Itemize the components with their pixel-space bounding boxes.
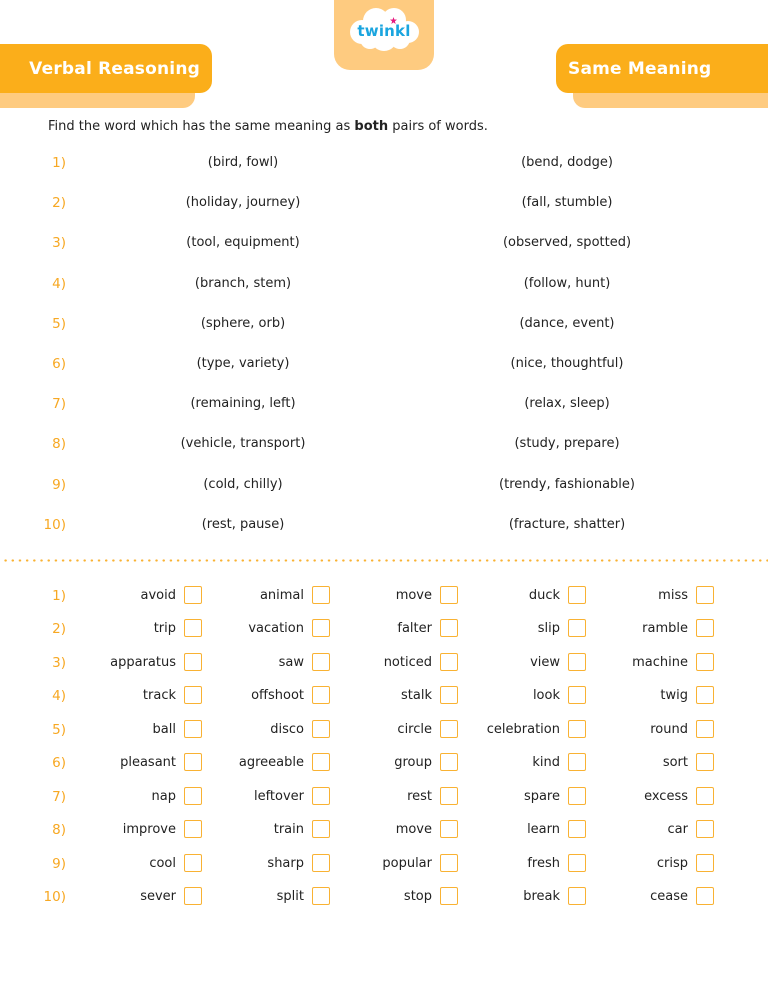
word-pair-second: (bend, dodge): [521, 155, 613, 170]
answer-checkbox[interactable]: [696, 619, 714, 637]
logo-text: twinkl: [357, 22, 411, 40]
question-row: [0, 276, 768, 296]
word-pair-second: (follow, hunt): [523, 275, 611, 291]
question-number: 10): [43, 516, 66, 533]
answer-row: [0, 888, 768, 908]
question-row: [0, 235, 768, 255]
answer-checkbox[interactable]: [696, 854, 714, 872]
word-pair-second: (fall, stumble): [521, 195, 613, 211]
word-pair-second: (study, prepare): [514, 436, 620, 452]
option-word: sever: [140, 889, 176, 905]
answer-checkbox[interactable]: [696, 753, 714, 771]
option-word: fresh: [527, 855, 560, 871]
option-word: crisp: [656, 855, 688, 871]
option-word: twig: [660, 688, 688, 704]
question-number: 1): [52, 155, 66, 171]
option-word: slip: [537, 621, 560, 637]
question-number: 9): [52, 476, 66, 493]
question-number: 2): [52, 195, 66, 212]
word-pair-first: (tool, equipment): [186, 235, 300, 251]
question-row: [0, 396, 768, 416]
answer-checkbox[interactable]: [696, 586, 714, 604]
option-word: celebration: [486, 721, 560, 737]
word-pair-first: (sphere, orb): [200, 315, 286, 331]
option-word: offshoot: [251, 688, 304, 704]
option-word: sort: [662, 755, 688, 771]
option-word: kind: [532, 755, 560, 771]
option-word: move: [395, 822, 432, 838]
option-word: group: [394, 755, 432, 771]
option-word: avoid: [140, 588, 176, 603]
question-number: 4): [52, 275, 66, 292]
option-word: pleasant: [120, 755, 176, 771]
question-row: [0, 316, 768, 336]
word-pair-second: (fracture, shatter): [508, 516, 626, 532]
answer-checkbox[interactable]: [696, 653, 714, 671]
answer-number: 7): [52, 788, 66, 805]
option-word: rest: [407, 788, 432, 804]
logo-tab: [334, 0, 434, 70]
question-number: 5): [52, 315, 66, 332]
option-word: duck: [528, 588, 560, 603]
instructions: [48, 119, 488, 134]
answer-row: [0, 620, 768, 640]
word-pair-first: (type, variety): [196, 356, 290, 371]
question-number: 3): [52, 235, 66, 252]
answer-number: 9): [52, 855, 66, 872]
option-word: round: [650, 721, 688, 737]
banner-right: [556, 44, 768, 93]
word-pair-first: (holiday, journey): [185, 195, 301, 211]
question-number: 8): [52, 436, 66, 453]
option-word: circle: [397, 721, 432, 737]
word-pair-first: (cold, chilly): [203, 476, 283, 492]
word-pair-first: (remaining, left): [190, 396, 296, 412]
answer-checkbox[interactable]: [696, 787, 714, 805]
answer-number: 1): [52, 588, 66, 604]
option-word: agreeable: [238, 755, 304, 771]
word-pair-first: (vehicle, transport): [180, 436, 306, 452]
instructions-text: Find the word which has the same meaning as: [48, 119, 355, 134]
option-word: vacation: [248, 621, 304, 637]
option-word: break: [523, 889, 560, 905]
option-word: saw: [278, 654, 304, 670]
answer-number: 2): [52, 621, 66, 638]
word-pair-second: (dance, event): [519, 315, 615, 331]
option-word: miss: [658, 588, 688, 603]
word-pair-first: (branch, stem): [194, 275, 292, 291]
answer-number: 8): [52, 822, 66, 839]
answer-row: [0, 587, 768, 607]
option-word: spare: [523, 788, 560, 804]
option-word: cool: [149, 855, 176, 871]
option-word: split: [276, 889, 304, 905]
worksheet-topic-title: Same Meaning: [568, 58, 712, 79]
answer-row: [0, 855, 768, 875]
question-row: [0, 517, 768, 537]
option-word: sharp: [267, 855, 304, 871]
dotted-divider: [0, 559, 768, 562]
option-word: trip: [153, 621, 176, 637]
option-word: excess: [644, 788, 688, 804]
option-word: disco: [270, 721, 304, 737]
answer-number: 3): [52, 654, 66, 671]
question-row: [0, 155, 768, 175]
word-pair-second: (nice, thoughtful): [510, 356, 624, 371]
word-pair-second: (observed, spotted): [502, 235, 632, 251]
option-word: popular: [382, 855, 432, 871]
option-word: animal: [259, 588, 304, 603]
option-word: leftover: [253, 788, 304, 804]
worksheet-category-title: Verbal Reasoning: [29, 58, 200, 79]
word-pair-first: (bird, fowl): [207, 155, 279, 170]
option-word: learn: [527, 822, 560, 838]
answer-number: 5): [52, 721, 66, 738]
option-word: ball: [152, 721, 176, 737]
option-word: cease: [650, 889, 688, 905]
option-word: nap: [151, 788, 176, 804]
banner-left: [0, 44, 212, 93]
word-pair-first: (rest, pause): [201, 516, 285, 532]
question-row: [0, 436, 768, 456]
option-word: ramble: [642, 621, 688, 637]
instructions-text-end: pairs of words.: [388, 119, 488, 134]
question-row: [0, 195, 768, 215]
answer-checkbox[interactable]: [696, 720, 714, 738]
answer-row: [0, 721, 768, 741]
option-word: track: [142, 688, 176, 704]
answer-row: [0, 654, 768, 674]
word-pair-second: (relax, sleep): [524, 396, 610, 412]
answer-number: 10): [43, 889, 66, 906]
instructions-bold: both: [354, 119, 389, 134]
answer-row: [0, 788, 768, 808]
option-word: apparatus: [110, 654, 176, 670]
answer-checkbox[interactable]: [696, 820, 714, 838]
option-word: look: [532, 688, 560, 704]
answer-row: [0, 687, 768, 707]
answer-number: 6): [52, 755, 66, 772]
option-word: machine: [632, 654, 688, 670]
word-pair-second: (trendy, fashionable): [499, 476, 635, 492]
question-row: [0, 477, 768, 497]
option-word: train: [273, 822, 304, 838]
option-word: noticed: [383, 654, 432, 670]
answer-row: [0, 754, 768, 774]
answer-row: [0, 821, 768, 841]
answer-checkbox[interactable]: [696, 686, 714, 704]
option-word: stop: [403, 889, 432, 905]
answer-checkbox[interactable]: [696, 887, 714, 905]
question-row: [0, 356, 768, 376]
answer-number: 4): [52, 688, 66, 705]
option-word: falter: [397, 621, 432, 637]
option-word: improve: [122, 822, 176, 838]
option-word: stalk: [401, 688, 432, 704]
question-number: 7): [52, 396, 66, 413]
option-word: view: [530, 654, 560, 670]
option-word: move: [395, 588, 432, 603]
option-word: car: [667, 822, 688, 838]
question-number: 6): [52, 356, 66, 372]
